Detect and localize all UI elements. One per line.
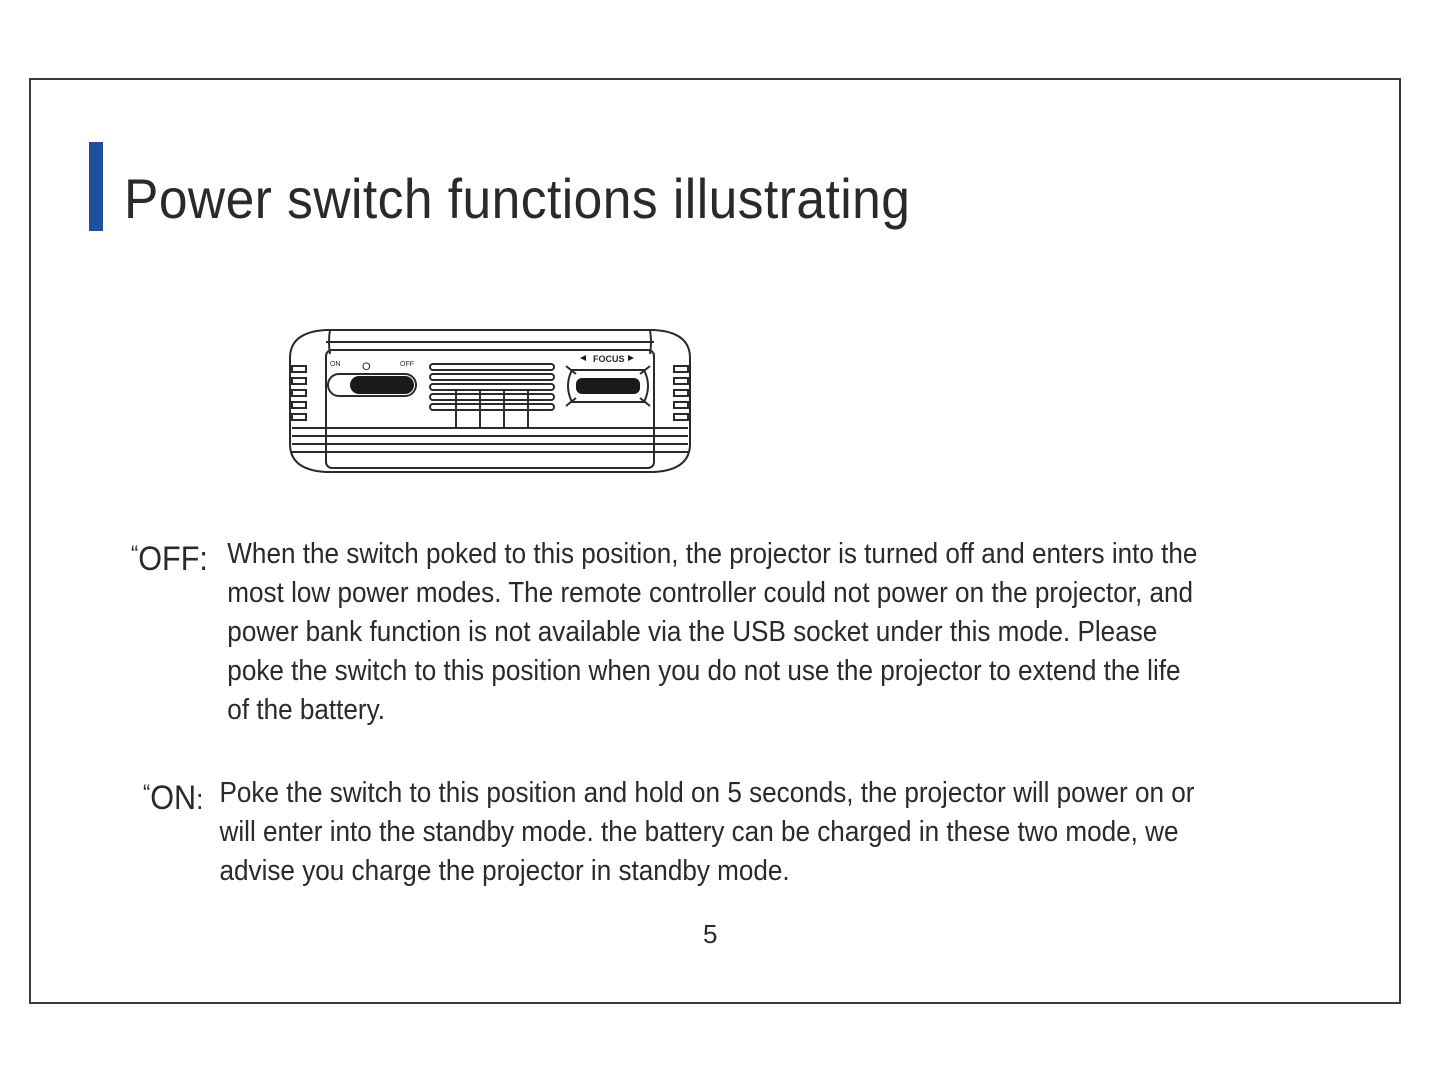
on-heading bbox=[143, 774, 203, 820]
off-line: poke the switch to this position when you do not use the projector to extend the life bbox=[227, 655, 1181, 687]
off-description bbox=[131, 535, 1315, 730]
on-line: advise you charge the projector in standby mode. bbox=[219, 855, 790, 887]
off-quote-mark: “ bbox=[131, 541, 139, 568]
page-number: 5 bbox=[703, 919, 718, 949]
power-symbol-icon: O bbox=[362, 361, 371, 373]
focus-label: FOCUS bbox=[593, 354, 625, 364]
on-line: will enter into the standby mode. the battery can be charged in these two mode, we bbox=[219, 816, 1179, 848]
page-title: Power switch functions illustrating bbox=[124, 167, 911, 230]
on-description bbox=[143, 774, 1331, 891]
off-heading bbox=[131, 535, 208, 581]
off-line: of the battery. bbox=[227, 694, 385, 726]
on-line: Poke the switch to this position and hold on 5 seconds, the projector will power on or bbox=[219, 777, 1195, 809]
off-line: When the switch poked to this position, the projector is turned off and enters into the bbox=[227, 538, 1198, 570]
off-line: most low power modes. The remote controller could not power on the projector, and bbox=[227, 577, 1194, 609]
on-body bbox=[143, 774, 1331, 891]
on-mode-label: ON bbox=[150, 779, 197, 817]
title-accent-bar bbox=[89, 142, 103, 231]
switch-off-label: OFF bbox=[400, 361, 414, 368]
off-separator: : bbox=[199, 540, 208, 578]
off-mode-label: OFF bbox=[138, 540, 200, 578]
switch-on-label: ON bbox=[330, 361, 341, 368]
on-quote-mark: “ bbox=[143, 780, 151, 807]
projector-illustration bbox=[286, 328, 694, 474]
on-separator: : bbox=[196, 784, 204, 816]
off-line: power bank function is not available via the USB socket under this mode. Please bbox=[227, 616, 1158, 648]
off-body bbox=[131, 535, 1315, 730]
